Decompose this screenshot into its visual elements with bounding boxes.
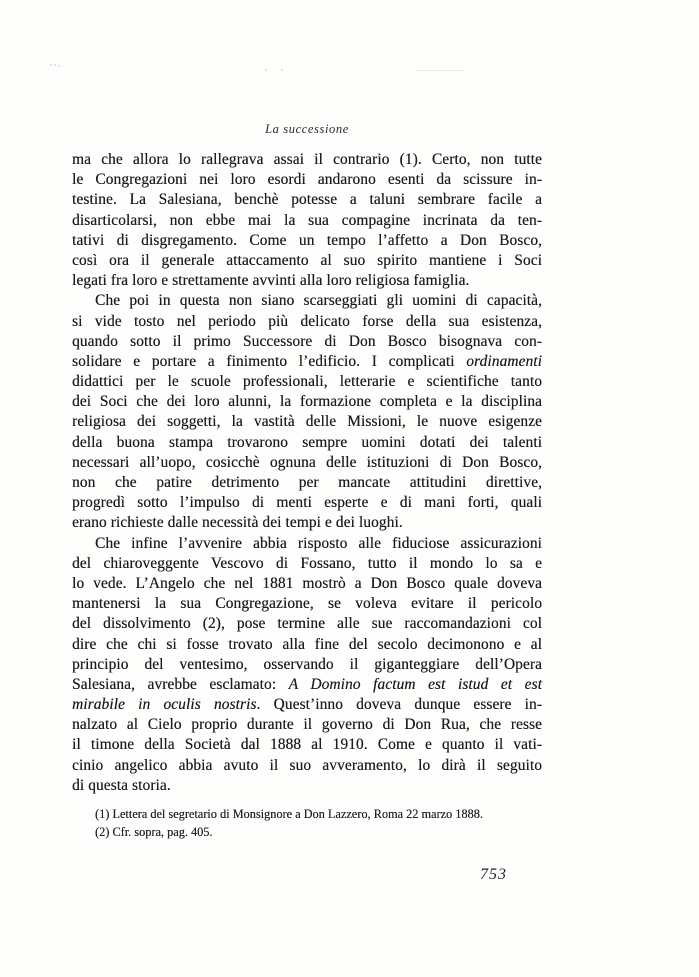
text-segment: così ora il generale attaccamento al suo spirito mantiene i Soci (72, 251, 542, 269)
text-segment: mantenersi la sua Congregazione, se voleva evitare il pericolo (72, 595, 542, 613)
text-line (72, 776, 542, 796)
text-line (72, 251, 542, 271)
text-line (72, 372, 542, 392)
text-segment: del dissolvimento (2), pose termine alle sue raccomandazioni col (72, 615, 542, 633)
text-line (72, 473, 542, 493)
scan-speckle (50, 64, 52, 66)
running-header: La successione (265, 122, 349, 136)
text-segment: necessari all’uopo, cosicchè ognuna delle istituzioni di Don Bosco, (72, 453, 542, 471)
text-line (72, 655, 542, 675)
text-segment: solidare e portare a finimento l’edificio. I complicati (72, 352, 467, 370)
text-line (72, 150, 542, 170)
text-segment: progredì sotto l’impulso di menti esperte e di mani forti, quali (72, 494, 542, 512)
text-line (72, 534, 542, 554)
text-segment: non che patire detrimento per mancate attitudini direttive, (72, 474, 542, 491)
text-line (72, 412, 542, 432)
text-segment: si vide tosto nel periodo più delicato forse della sua esistenza, (72, 312, 542, 330)
text-line (72, 211, 542, 231)
text-line (72, 594, 542, 614)
italic-text-segment: mirabile in oculis nostris (72, 696, 257, 714)
text-segment: legati fra loro e strettamente avvinti alla loro religiosa famiglia. (72, 272, 470, 290)
text-line (72, 352, 542, 372)
text-line (72, 635, 542, 655)
text-line (72, 735, 542, 755)
text-line (72, 574, 542, 594)
italic-text-segment: A Domino factum est istud et est (288, 675, 542, 693)
text-segment: le Congregazioni nei loro esordi andarono esenti da scissure in- (72, 171, 542, 189)
text-line (72, 271, 542, 291)
text-segment: Che infine l’avvenire abbia risposto alle fiduciose assicurazioni (95, 534, 542, 552)
italic-text-segment: ordinamenti (466, 352, 542, 370)
footnote-1: (1) Lettera del segretario di Monsignore a Don Lazzero, Roma 22 marzo 1888. (95, 807, 483, 821)
text-line (72, 715, 542, 735)
text-segment: testine. La Salesiana, benchè potesse a taluni sembrare facile a (72, 191, 542, 209)
text-line (72, 170, 542, 190)
text-segment: nalzato al Cielo proprio durante il governo di Don Rua, che resse (72, 716, 542, 734)
text-line (72, 453, 542, 473)
text-segment: Salesiana, avrebbe esclamato: (72, 675, 289, 693)
text-line (72, 433, 542, 453)
text-segment: cinio angelico abbia avuto il suo avveramento, lo dirà il seguito (72, 756, 542, 774)
text-line (72, 513, 542, 533)
text-segment: lo vede. L’Angelo che nel 1881 mostrò a Don Bosco quale doveva (72, 574, 542, 592)
text-segment: didattici per le scuole professionali, letterarie e scientifiche tanto (72, 373, 542, 391)
text-line (72, 312, 542, 332)
text-segment: erano richieste dalle necessità dei tempi e dei luoghi. (72, 514, 403, 532)
text-line (72, 614, 542, 634)
text-segment: di questa storia. (72, 776, 171, 794)
text-segment: dire che chi si fosse trovato alla fine del secolo decimonono e al (72, 635, 542, 653)
text-line (72, 554, 542, 574)
scan-artifact-dotted-line (417, 70, 463, 71)
scan-speckle (265, 69, 267, 71)
text-segment: disarticolarsi, non ebbe mai la sua compagine incrinata da ten- (72, 211, 542, 229)
text-line (72, 756, 542, 776)
text-segment: del chiaroveggente Vescovo di Fossano, tutto il mondo lo sa e (72, 554, 542, 572)
footnote-2: (2) Cfr. sopra, pag. 405. (95, 824, 213, 839)
text-segment: principio del ventesimo, osservando il giganteggiare dell’Opera (72, 655, 542, 673)
text-line (72, 332, 542, 352)
text-line (72, 291, 542, 311)
text-segment: quando sotto il primo Successore di Don Bosco bisognava con- (72, 332, 542, 350)
text-segment: tativi di disgregamento. Come un tempo l’affetto a Don Bosco, (72, 231, 542, 249)
text-segment: della buona stampa trovarono sempre uomini dotati dei talenti (72, 433, 542, 451)
body-text (72, 150, 542, 796)
text-line (72, 190, 542, 210)
text-line (72, 675, 542, 695)
text-line (72, 493, 542, 513)
text-line (72, 392, 542, 412)
text-segment: Che poi in questa non siano scarseggiati gli uomini di capacità, (95, 292, 542, 310)
text-segment: ma che allora lo rallegrava assai il contrario (1). Certo, non tutte (72, 151, 542, 168)
text-line (72, 231, 542, 251)
text-segment: religiosa dei soggetti, la vastità delle Missioni, le nuove esigenze (72, 413, 542, 431)
text-segment: dei Soci che dei loro alunni, la formazione completa e la disciplina (72, 393, 542, 411)
text-segment: il timone della Società dal 1888 al 1910. Come e quanto il vati- (72, 736, 542, 754)
text-segment: . Quest’inno doveva dunque essere in- (256, 696, 542, 714)
footnotes (72, 806, 542, 841)
text-line (72, 695, 542, 715)
page-number: 753 (480, 866, 507, 883)
